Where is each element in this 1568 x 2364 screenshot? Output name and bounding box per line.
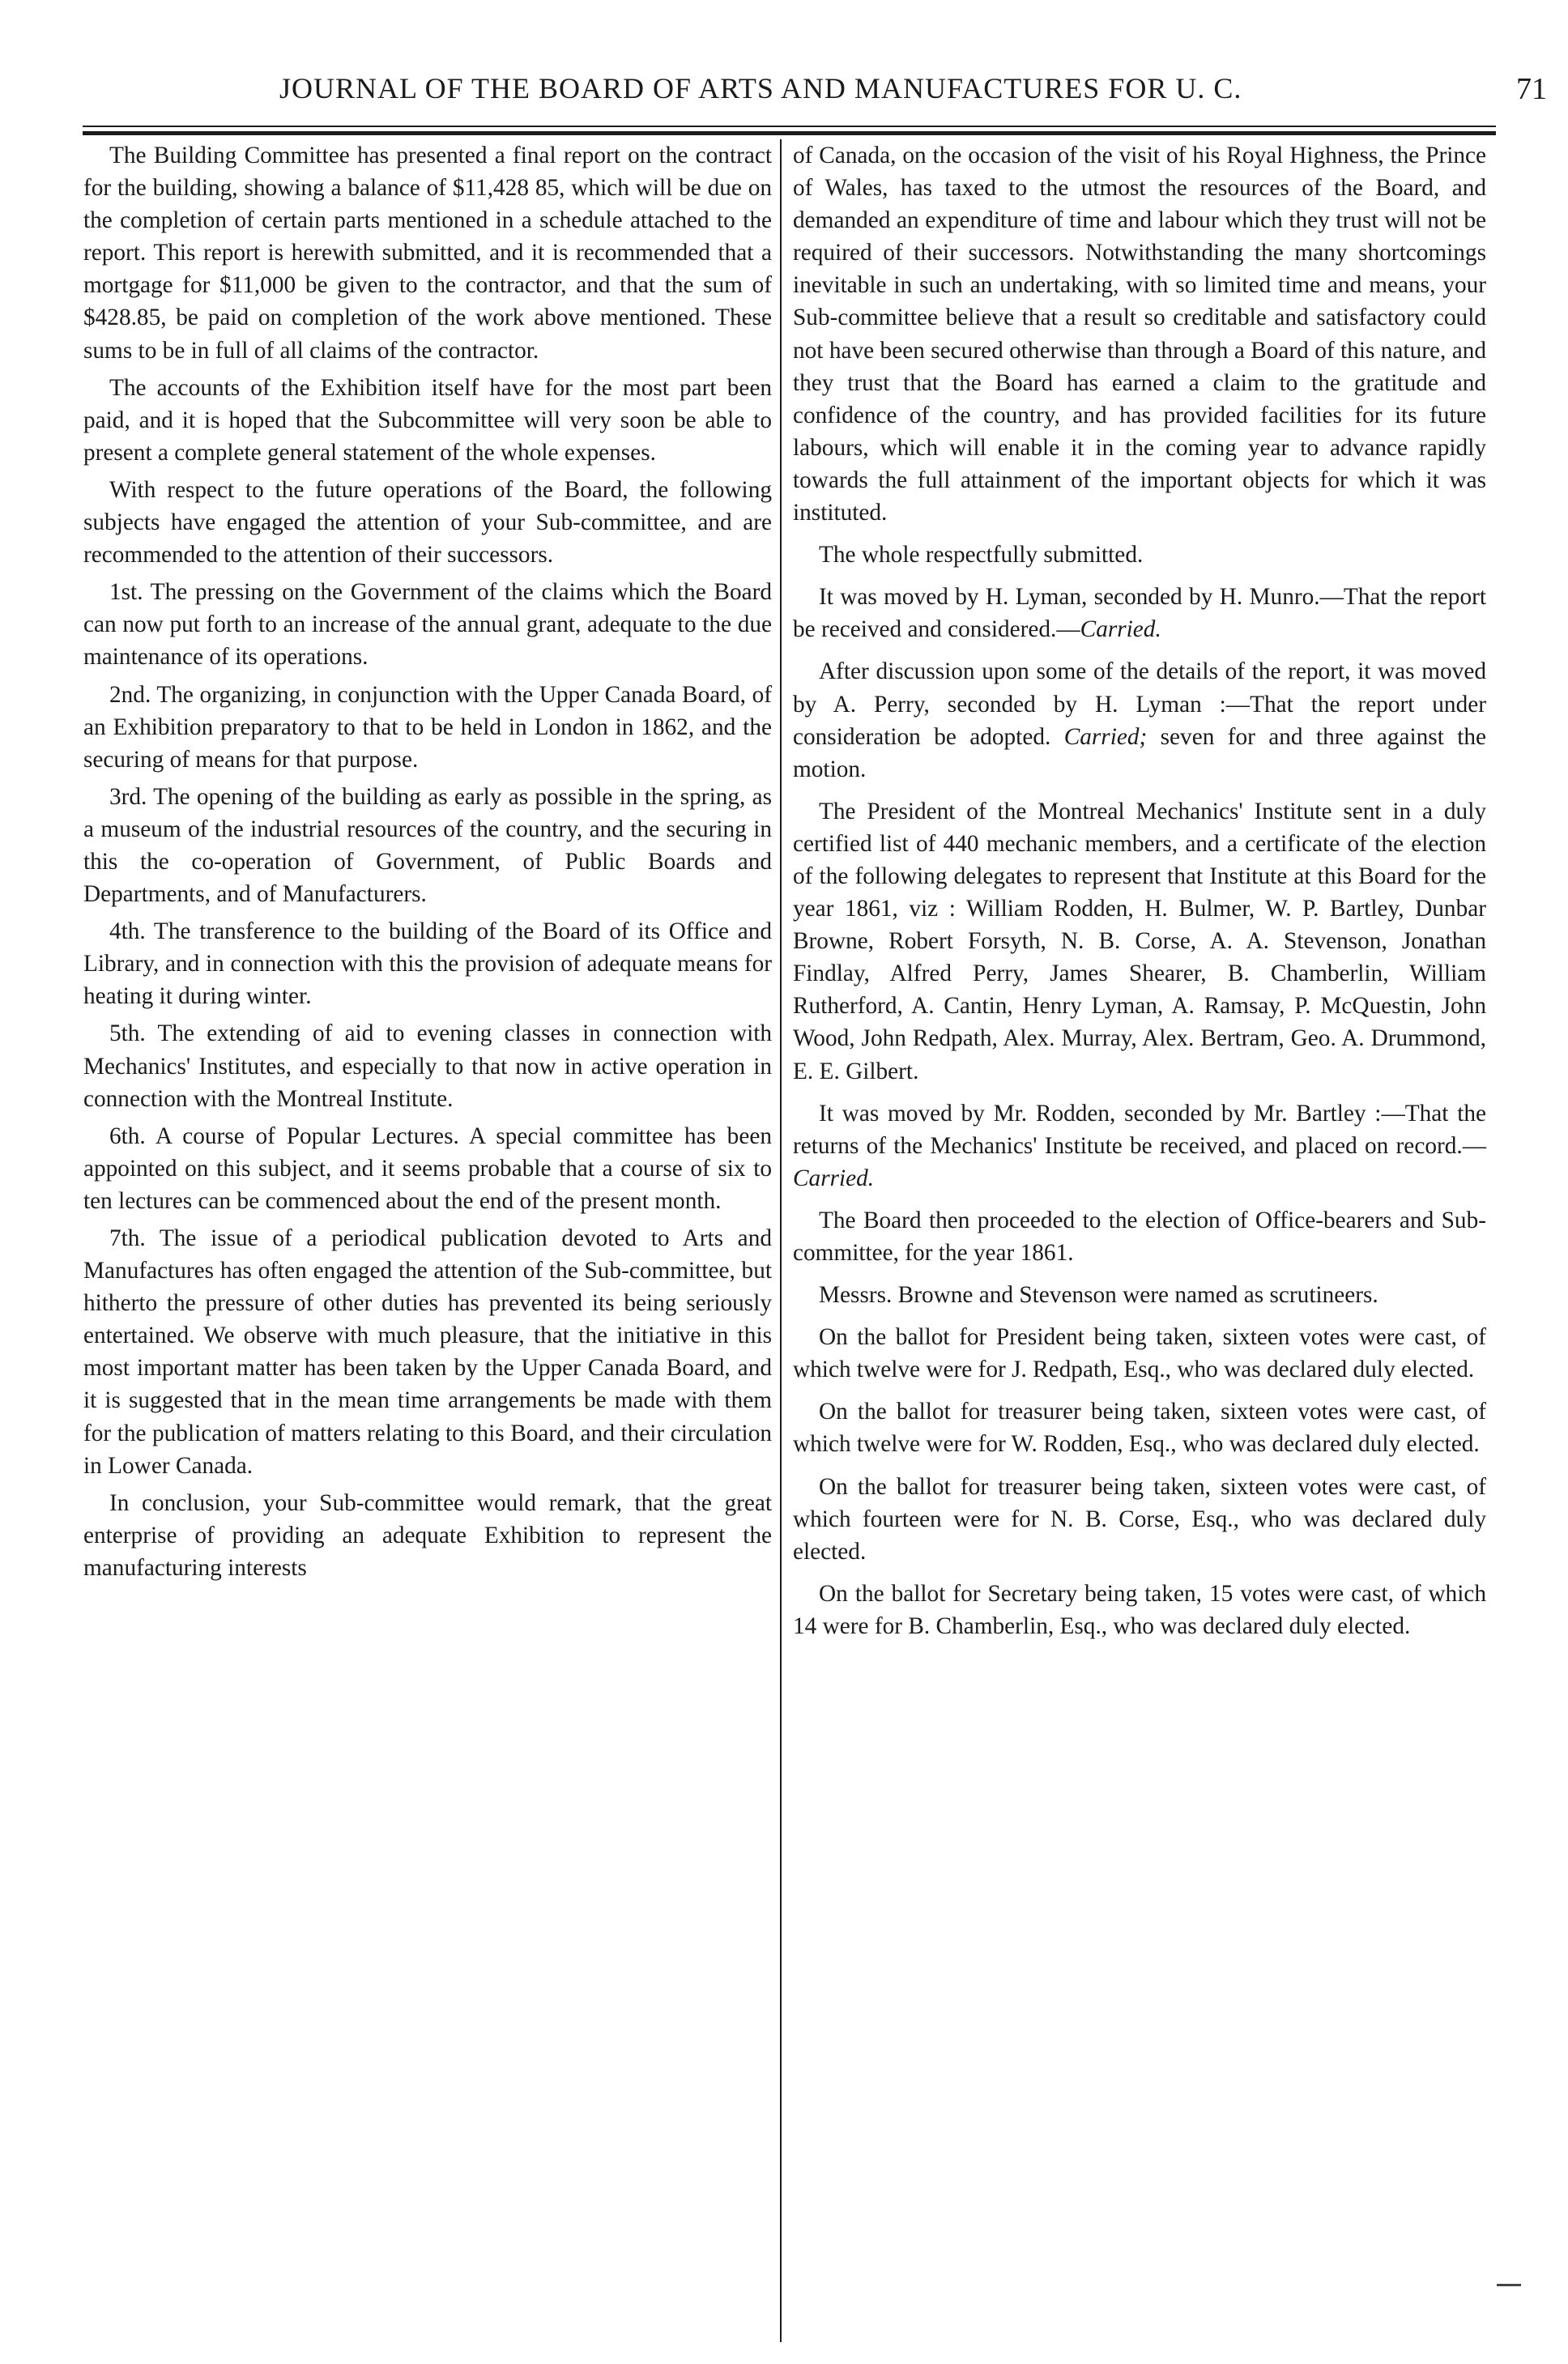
paragraph-delegates: The President of the Montreal Mechanics' Institute sent in a duly certified list of 440 mechanic members, and a certificate of the election of the following delegates to represent that Institute at this Board for the year 1861, viz : William Rodden, H. Bulmer, W. P. Bartley, Dunbar Browne, Robert Forsyth, N. B. Corse, A. A. Stevenson, Jonathan Findlay, Alfred Perry, James Shearer, B. Chamberlin, William Rutherford, A. Cantin, Henry Lyman, A. Ramsay, P. McQuestin, John Wood, John Redpath, Alex. Murray, Alex. Bertram, Geo. A. Drummond, E. E. Gilbert. <box>793 798 1486 1084</box>
column-divider <box>780 139 782 2342</box>
paragraph-ballot-president: On the ballot for President being taken, sixteen votes were cast, of which twelve were for J. Redpath, Esq., who was declared duly elected. <box>793 1324 1486 1383</box>
motion-returns-carried: Carried. <box>793 1165 875 1191</box>
motion-adopted-carried: Carried; <box>1063 723 1148 750</box>
page-header <box>243 71 1547 120</box>
paragraph-submitted: The whole respectfully submitted. <box>819 542 1144 569</box>
header-rule-thin <box>83 126 1496 127</box>
paragraph-future-operations: With respect to the future operations of the Board, the following subjects have engaged the attention of your Sub-committee, and are recommended to the attention of their successors. <box>83 476 772 569</box>
paragraph-motion-adopted <box>793 655 1486 785</box>
header-rule-thick <box>83 131 1496 135</box>
paragraph-building-committee: The Building Committee has presented a final report on the contract for the building, showing a balance of $11,428 85, which will be due on the completion of certain parts mentioned in a schedule attached to the report. This report is herewith submitted, and it is recommended that a mortgage for $11,000 be given to the contractor, and that the sum of $428.85, be paid on completion of the work above mentioned. These sums to be in full of all claims of the contractor. <box>83 143 772 364</box>
paragraph-item-3rd: 3rd. The opening of the building as early as possible in the spring, as a museum of the industrial resources of the country, and the securing in this the co-operation of Government, of Public Boards and Departments, and of Manufacturers. <box>83 783 772 908</box>
paragraph-exhibition-accounts: The accounts of the Exhibition itself have for the most part been paid, and it is hoped that the Subcommittee will very soon be able to present a complete general statement of the whole expenses. <box>83 374 772 466</box>
page-number: 71 <box>1516 72 1547 106</box>
paragraph-ballot-treasurer-2: On the ballot for treasurer being taken, sixteen votes were cast, of which fourteen were for N. B. Corse, Esq., who was declared duly elected. <box>793 1473 1486 1565</box>
paragraph-conclusion-continued: of Canada, on the occasion of the visit of his Royal Highness, the Prince of Wales, has taxed to the utmost the resources of the Board, and demanded an expenditure of time and labour which they trust will not be required of their successors. Notwithstanding the many shortcomings inevitable in such an undertaking, with so limited time and means, your Sub-committee believe that a result so creditable and satisfactory could not have been secured otherwise than through a Board of this nature, and they trust that the Board has earned a claim to the gratitude and confidence of the country, and has provided facilities for its future labours, which will enable it in the coming year to advance rapidly towards the full attainment of the important objects for which it was instituted. <box>793 143 1486 526</box>
paragraph-conclusion: In conclusion, your Sub-committee would remark, that the great enterprise of providing an adequate Exhibition to represent the manufacturing interests <box>83 1489 772 1581</box>
end-mark <box>1497 2284 1521 2286</box>
paragraph-motion-returns <box>793 1097 1486 1195</box>
paragraph-item-7th: 7th. The issue of a periodical publication devoted to Arts and Manufactures has often engaged the attention of the Sub-committee, but hitherto the pressure of other duties has prevented its being seriously entertained. We observe with much pleasure, that the initiative in this most important matter has been taken by the Upper Canada Board, and it is suggested that in the mean time arrangements be made with them for the publication of matters relating to this Board, and their circulation in Lower Canada. <box>83 1225 772 1479</box>
paragraph-item-1st: 1st. The pressing on the Government of the claims which the Board can now put forth to an increase of the annual grant, adequate to the due maintenance of its operations. <box>83 579 772 671</box>
paragraph-item-5th: 5th. The extending of aid to evening classes in connection with Mechanics' Institutes, and especially to that now in active operation in connection with the Montreal Institute. <box>83 1020 772 1112</box>
motion-returns-text: It was moved by Mr. Rodden, seconded by Mr. Bartley :—That the returns of the Mechanics' Institute be received, and placed on record.— <box>793 1100 1486 1159</box>
paragraph-item-4th: 4th. The transference to the building of the Board of its Office and Library, and in connection with this the provision of adequate means for heating it during winter. <box>83 918 772 1010</box>
motion-adopted-text-a: After discussion upon some of the details of the report, it was moved by A. Perry, seconded by H. Lyman :—That the report under consideration be adopted. <box>793 658 1486 750</box>
paragraph-motion-received <box>793 581 1486 645</box>
paragraph-ballot-secretary: On the ballot for Secretary being taken, 15 votes were cast, of which 14 were for B. Chamberlin, Esq., who was declared duly elected. <box>793 1580 1486 1639</box>
right-column <box>793 139 1486 1647</box>
motion-adopted-text-b: seven for and three against the motion. <box>793 723 1487 782</box>
paragraph-item-6th: 6th. A course of Popular Lectures. A special committee has been appointed on this subject, and it seems probable that a course of six to ten lectures can be commenced about the end of the present month. <box>83 1122 772 1214</box>
motion-received-carried: Carried. <box>1080 616 1161 643</box>
paragraph-scrutineers: Messrs. Browne and Stevenson were named as scrutineers. <box>819 1282 1378 1309</box>
motion-received-text: It was moved by H. Lyman, seconded by H. Munro.—That the report be received and considered.— <box>793 584 1486 643</box>
left-column <box>83 139 772 1589</box>
paragraph-item-2nd: 2nd. The organizing, in conjunction with the Upper Canada Board, of an Exhibition preparatory to that to be held in London in 1862, and the securing of means for that purpose. <box>83 681 772 773</box>
paragraph-election-office-bearers: The Board then proceeded to the election of Office-bearers and Sub-committee, for the year 1861. <box>793 1207 1486 1266</box>
running-title: JOURNAL OF THE BOARD OF ARTS AND MANUFACTURES FOR U. C. <box>279 72 1242 104</box>
paragraph-ballot-treasurer-1: On the ballot for treasurer being taken, sixteen votes were cast, of which twelve were for W. Rodden, Esq., who was declared duly elected. <box>793 1399 1486 1458</box>
